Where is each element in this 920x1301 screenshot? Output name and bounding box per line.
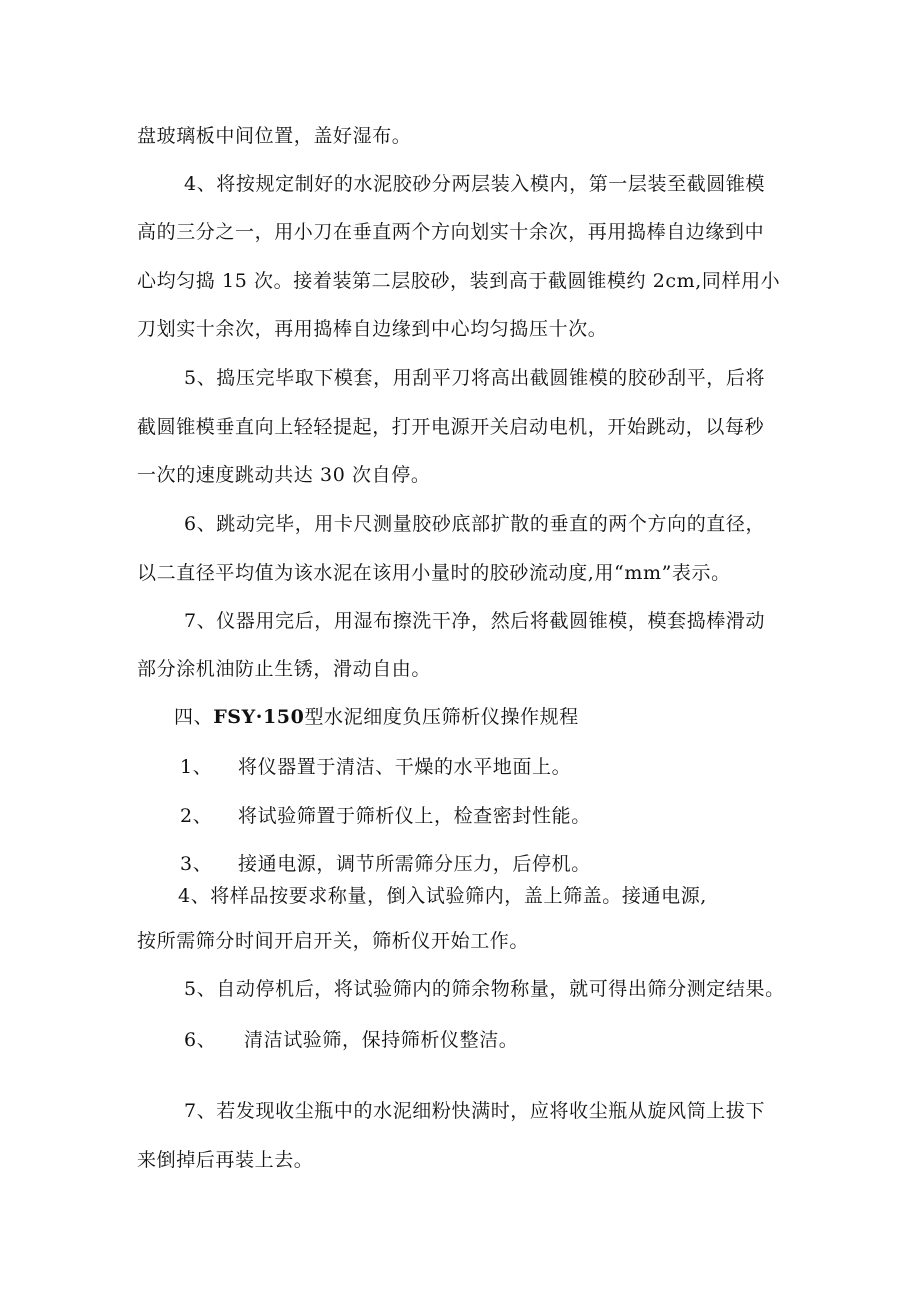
step-text: 将试验筛置于筛析仪上，检查密封性能。 [238, 805, 591, 827]
paragraph-line: 5、捣压完毕取下模套，用刮平刀将高出截圆锥模的胶砂刮平，后将 [184, 367, 766, 389]
paragraph-line: 4、将按规定制好的水泥胶砂分两层装入模内，第一层装至截圆锥模 [184, 173, 766, 195]
step-number: 3、 [180, 853, 213, 875]
paragraph-line: 部分涂机油防止生锈，滑动自由。 [137, 658, 432, 680]
paragraph-line: 7、仪器用完后，用湿布擦洗干净，然后将截圆锥模，模套捣棒滑动 [184, 610, 766, 632]
paragraph-line: 7、若发现收尘瓶中的水泥细粉快满时，应将收尘瓶从旋风筒上拔下 [184, 1100, 766, 1122]
paragraph-line: 6、跳动完毕，用卡尺测量胶砂底部扩散的垂直的两个方向的直径， [184, 513, 766, 535]
paragraph-line: 盘玻璃板中间位置，盖好湿布。 [137, 125, 412, 147]
step-item [180, 755, 571, 779]
paragraph-line: 5、自动停机后，将试验筛内的筛余物称量，就可得出筛分测定结果。 [184, 978, 785, 1000]
section-heading [174, 705, 579, 729]
paragraph-line: 以二直径平均值为该水泥在该用小量时的胶砂流动度,用“mm”表示。 [137, 562, 731, 584]
step-text: 接通电源，调节所需筛分压力，后停机。 [238, 853, 591, 875]
paragraph-line: 刀划实十余次，再用捣棒自边缘到中心均匀捣压十次。 [137, 318, 608, 340]
step-text: 清洁试验筛，保持筛析仪整洁。 [244, 1029, 519, 1051]
paragraph-line: 按所需筛分时间开启开关，筛析仪开始工作。 [137, 930, 530, 952]
paragraph-line: 截圆锥模垂直向上轻轻提起，打开电源开关启动电机，开始跳动，以每秒 [137, 416, 765, 438]
paragraph-line: 来倒掉后再装上去。 [137, 1149, 314, 1171]
paragraph-line: 心均匀捣 15 次。接着装第二层胶砂，装到高于截圆锥模约 2cm,同样用小 [137, 270, 781, 292]
step-number: 2、 [180, 805, 213, 827]
step-item [180, 852, 591, 876]
section-heading-suffix: 型水泥细度负压筛析仪操作规程 [304, 706, 579, 728]
paragraph-line: 高的三分之一，用小刀在垂直两个方向划实十余次，再用捣棒自边缘到中 [137, 221, 765, 243]
step-text: 将仪器置于清洁、干燥的水平地面上。 [238, 756, 572, 778]
step-number: 6、 [184, 1029, 217, 1051]
step-item [184, 1028, 518, 1052]
section-heading-prefix: 四、 [174, 706, 214, 728]
paragraph-line: 4、将样品按要求称量，倒入试验筛内，盖上筛盖。接通电源, [178, 885, 707, 907]
step-item [180, 804, 591, 828]
paragraph-line: 一次的速度跳动共达 30 次自停。 [137, 464, 431, 486]
step-number: 1、 [180, 756, 213, 778]
section-heading-model: FSY·150 [213, 706, 305, 728]
